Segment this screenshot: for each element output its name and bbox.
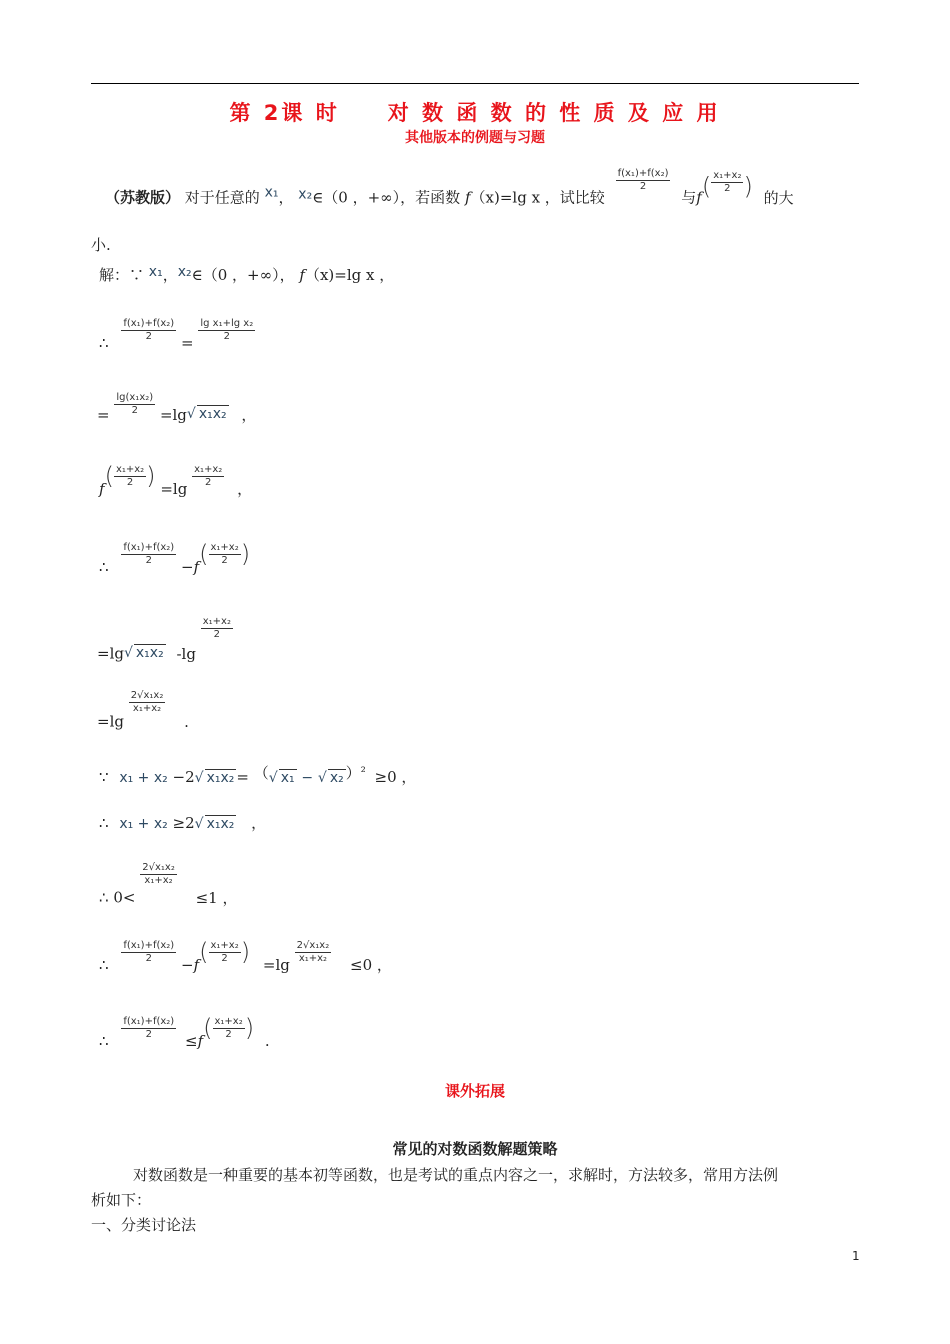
sum-den: 2 [145, 952, 152, 964]
minus-f: −f [181, 558, 200, 576]
arg-num: x₁+x₂ [713, 170, 742, 181]
step-2: = $\frac{\text{lg(x₁x₂)}}{2}$ =lg√ x₁x₂ ， [97, 392, 257, 424]
therefore: ∴ [99, 888, 109, 907]
page-number: 1 [852, 1249, 860, 1263]
comma: ， [251, 814, 267, 832]
avg-den: 2 [205, 476, 212, 488]
sol-f: f [299, 266, 305, 284]
sum-num: f(x₁)+f(x₂) [123, 1016, 175, 1027]
leq-f: ≤f [185, 1032, 204, 1050]
leq0: ≤0 ， [350, 956, 392, 974]
arg-den: 2 [724, 182, 731, 194]
eq: = [97, 406, 110, 424]
minus-2: −2 [172, 768, 195, 786]
sum-den: 2 [145, 330, 152, 342]
avg-den: 2 [126, 476, 134, 488]
therefore: ∴ [99, 956, 109, 974]
problem-line-2: 小. [91, 236, 111, 254]
ratio-frac [140, 862, 177, 886]
sum-expr: x₁ + x₂ [119, 816, 168, 832]
step-10: ∴ $\frac{\text{f(x₁)+f(x₂)}}{2}$ −f( $\frac{\text{x₁+x₂}}{2}$ ) =lg $\frac{\text{2√x₁x₂}}{\text{x₁+x₂}}$ ≤0 ， [99, 938, 392, 974]
avg-num: x₁+x₂ [194, 464, 223, 475]
paren-open: （ [253, 764, 269, 782]
avg-frac [201, 616, 233, 640]
sol-x1: x₁ [148, 264, 163, 280]
therefore: ∴ [99, 814, 109, 832]
problem-source: （苏教版） [105, 188, 181, 207]
sqrt-x2: x₂ [329, 770, 344, 786]
avg-frac [209, 940, 241, 964]
step-4: ∴ $\frac{\text{f(x₁)+f(x₂)}}{2}$ −f( $\frac{\text{x₁+x₂}}{2}$ ) [99, 540, 251, 576]
step-11: ∴ $\frac{\text{f(x₁)+f(x₂)}}{2}$ ≤f( $\frac{\text{x₁+x₂}}{2}$ ) . [99, 1014, 270, 1050]
step-9 [99, 862, 238, 908]
problem-text-c: （x)=lg x ，试比较 [470, 188, 605, 207]
avg-frac [114, 464, 146, 488]
header-rule [91, 83, 859, 84]
ratio-frac [129, 690, 166, 714]
problem-x2: x₂ [298, 186, 313, 203]
lg-sum-frac [198, 318, 255, 342]
lg: =lg [160, 480, 188, 498]
problem-text-d: 与 [681, 188, 697, 207]
problem-f: f [464, 188, 471, 207]
sum-num: f(x₁)+f(x₂) [123, 940, 175, 951]
sol-x2: x₂ [177, 264, 192, 280]
step-5: =lg√ x₁x₂ -lg $\frac{\text{x₁+x₂}}{2}$ [97, 616, 231, 663]
lg: =lg [159, 406, 187, 424]
sqrt-x1: x₁ [280, 770, 295, 786]
f: f [99, 480, 105, 498]
problem-line-1: （苏教版） 对于任意的 x₁， x₂∈（0 ，+∞），若函数 f（x)=lg x ，试比较 $\frac{\text{f(x₁)+f(x₂)}}{2}$ 与f( $\frac{\text{x₁+x₂}}{2}$ ) 的大 [105, 168, 794, 207]
sqrt-prod: x₁x₂ [206, 816, 235, 832]
problem-text-b: ∈（0 ，+∞），若函数 [312, 188, 461, 207]
problem-comma: ， [278, 188, 294, 207]
ratio-num: 2√x₁x₂ [142, 862, 175, 873]
page-subtitle: 其他版本的例题与习题 [405, 130, 545, 146]
period: . [184, 712, 189, 731]
problem-text-a: 对于任意的 [184, 188, 260, 207]
avg-num: x₁+x₂ [214, 1016, 243, 1027]
step-6 [97, 690, 189, 731]
period: . [264, 1032, 270, 1050]
avg-den: 2 [221, 554, 228, 566]
zero-lt: 0< [113, 888, 136, 907]
sqrt-prod: x₁x₂ [198, 406, 227, 422]
minus-lg: -lg [176, 644, 196, 663]
sum-den: 2 [145, 1028, 152, 1040]
square: ² [360, 764, 366, 779]
leq1: ≤1 ， [195, 888, 238, 907]
avg-num: x₁+x₂ [210, 542, 239, 553]
ratio-num: 2√x₁x₂ [130, 690, 164, 701]
sum-frac [121, 1016, 176, 1040]
ratio-frac [295, 940, 332, 964]
avg-frac [209, 542, 241, 566]
therefore: ∴ [99, 558, 109, 576]
sol-cond2: （x)=lg x ， [304, 266, 395, 284]
problem-frac [616, 168, 671, 192]
sum-num: f(x₁)+f(x₂) [123, 542, 175, 553]
avg-den: 2 [221, 952, 228, 964]
section-title: 课外拓展 [444, 1082, 505, 1100]
ratio-den: x₁+x₂ [298, 952, 328, 964]
lg-prod-den: 2 [131, 404, 138, 416]
eq: = [181, 334, 194, 352]
lg: =lg [97, 644, 124, 663]
lg: =lg [262, 956, 290, 974]
sum-frac [121, 318, 176, 342]
sum-frac [121, 940, 176, 964]
minus-f: −f [181, 956, 200, 974]
problem-f2: f [696, 188, 702, 207]
eq: = [236, 768, 249, 786]
avg-num: x₁+x₂ [115, 464, 145, 475]
sqrt-prod: x₁x₂ [206, 770, 235, 786]
therefore: ∴ [99, 1032, 109, 1050]
geq0: ≥0 ， [374, 768, 417, 786]
sum-frac [121, 542, 176, 566]
sol-cond: ∈（0 ，+∞）， [191, 266, 295, 284]
lg-prod-num: lg(x₁x₂) [116, 392, 154, 403]
ratio-den: x₁+x₂ [132, 702, 162, 714]
avg-frac [213, 1016, 245, 1040]
problem-text-e: 的大 [763, 188, 794, 207]
step-3: f( $\frac{\text{x₁+x₂}}{2}$ ) =lg $\frac{\text{x₁+x₂}}{2}$ ， [99, 462, 253, 498]
list-item-1: 一、分类讨论法 [91, 1216, 197, 1234]
step-7: ∵ x₁ + x₂ −2√ x₁x₂ = （√ x₁ − √ x₂ ）$^{^2}$ ≥0 ， [99, 764, 417, 786]
frac-num: f(x₁)+f(x₂) [617, 168, 669, 179]
problem-arg-frac [711, 170, 743, 194]
sum-den: 2 [145, 554, 152, 566]
sqrt-prod: x₁x₂ [135, 644, 164, 661]
ratio-num: 2√x₁x₂ [296, 940, 330, 951]
minus: − [301, 770, 314, 786]
avg-den: 2 [225, 1028, 232, 1040]
comma: ， [241, 406, 257, 424]
lg: =lg [97, 712, 124, 731]
lg-sum-num: lg x₁+lg x₂ [200, 318, 254, 329]
solution-label: 解：∵ [99, 266, 145, 284]
lg-sum-den: 2 [223, 330, 230, 342]
sum-num: f(x₁)+f(x₂) [123, 318, 175, 329]
paren-close: ） [345, 764, 361, 782]
avg-frac-2 [192, 464, 224, 488]
problem-x1: x₁ [264, 184, 279, 201]
frac-den: 2 [639, 180, 647, 192]
solution-line-1: 解：∵ x₁，x₂∈（0 ，+∞）， f（x)=lg x ， [99, 264, 395, 284]
avg-num: x₁+x₂ [202, 616, 231, 627]
ratio-den: x₁+x₂ [144, 874, 173, 886]
sum-expr: x₁ + x₂ [119, 770, 168, 786]
lg-prod-frac [114, 392, 155, 416]
avg-num: x₁+x₂ [210, 940, 239, 951]
comma: ， [237, 480, 253, 498]
step-8: ∴ x₁ + x₂ ≥2√ x₁x₂ ， [99, 814, 267, 832]
avg-den: 2 [213, 628, 221, 640]
page-title: 第 2课 时 对 数 函 数 的 性 质 及 应 用 [229, 101, 721, 125]
therefore: ∴ [99, 334, 109, 352]
paragraph-line-1: 对数函数是一种重要的基本初等函数，也是考试的重点内容之一，求解时，方法较多，常用方法例 [133, 1166, 779, 1184]
step-1 [99, 318, 255, 352]
geq2: ≥2 [172, 814, 195, 832]
because: ∵ [99, 768, 109, 786]
section-heading: 常见的对数函数解题策略 [392, 1140, 558, 1158]
paragraph-line-2: 析如下： [91, 1191, 152, 1209]
